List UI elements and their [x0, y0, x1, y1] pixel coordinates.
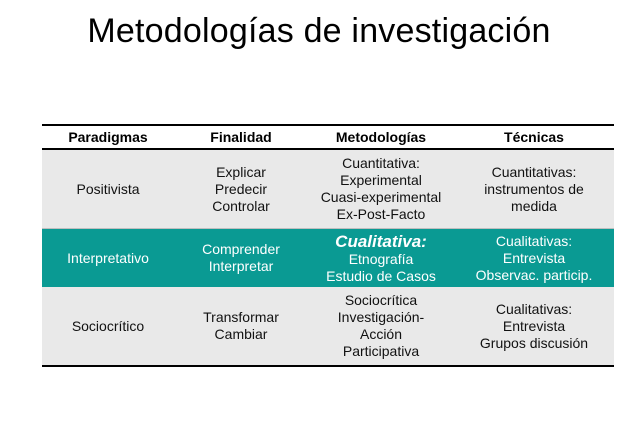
metodologia-emphasis: Cualitativa: — [335, 231, 427, 251]
metodologia-line: Sociocrítica — [344, 292, 418, 308]
finalidad-line: Controlar — [212, 197, 270, 214]
metodologias-cell — [308, 229, 454, 288]
methodologies-table — [42, 124, 614, 367]
metodologia-line: Cuasi-experimental — [320, 189, 442, 205]
header-finalidad: Finalidad — [174, 125, 308, 149]
tecnica-line: Entrevista — [502, 249, 566, 266]
finalidad-cell — [174, 149, 308, 229]
slide-title: Metodologías de investigación — [87, 12, 551, 50]
metodologia-line: Investigación- — [337, 309, 425, 325]
metodologia-line: Estudio de Casos — [326, 267, 436, 284]
paradigm-cell — [42, 287, 174, 366]
table-row-interpretativo — [42, 229, 614, 288]
metodologia-line: Acción — [359, 326, 403, 342]
table-row-positivista — [42, 149, 614, 229]
finalidad-line: Predecir — [214, 180, 268, 197]
header-paradigmas: Paradigmas — [42, 125, 174, 149]
metodologias-cell — [308, 149, 454, 229]
finalidad-cell — [174, 287, 308, 366]
tecnica-line: Cualitativas: — [495, 232, 573, 249]
finalidad-line: Interpretar — [208, 258, 274, 274]
tecnica-line: Grupos discusión — [479, 334, 589, 351]
tecnica-line: Entrevista — [502, 317, 566, 334]
tecnica-line: medida — [511, 197, 557, 214]
finalidad-line: Cambiar — [214, 326, 268, 342]
metodologia-line: Participativa — [342, 343, 420, 359]
header-metodologias: Metodologías — [308, 125, 454, 149]
finalidad-line: Transformar — [203, 309, 279, 325]
tecnica-line: instrumentos de — [484, 180, 584, 197]
tecnicas-cell — [454, 287, 614, 366]
finalidad-line: Explicar — [216, 163, 266, 180]
header-tecnicas: Técnicas — [454, 125, 614, 149]
paradigm-cell — [42, 149, 174, 229]
metodologia-line: Experimental — [340, 172, 422, 188]
tecnica-line: Cuantitativas: — [491, 163, 577, 180]
paradigm-label: Sociocrítico — [71, 317, 145, 334]
table-header-row — [42, 125, 614, 149]
finalidad-cell — [174, 229, 308, 288]
metodologia-line: Etnografía — [348, 250, 414, 267]
tecnicas-cell — [454, 149, 614, 229]
tecnica-line: Cualitativas: — [495, 300, 573, 317]
metodologias-cell — [308, 287, 454, 366]
paradigm-label: Interpretativo — [67, 249, 149, 266]
tecnica-line: Observac. particip. — [475, 266, 593, 283]
paradigm-cell — [42, 229, 174, 288]
paradigm-label: Positivista — [76, 180, 140, 197]
metodologia-line: Cuantitativa: — [342, 155, 420, 171]
tecnicas-cell — [454, 229, 614, 288]
metodologia-line: Ex-Post-Facto — [336, 206, 426, 222]
table-row-sociocritico — [42, 287, 614, 366]
finalidad-line: Comprender — [202, 241, 280, 257]
